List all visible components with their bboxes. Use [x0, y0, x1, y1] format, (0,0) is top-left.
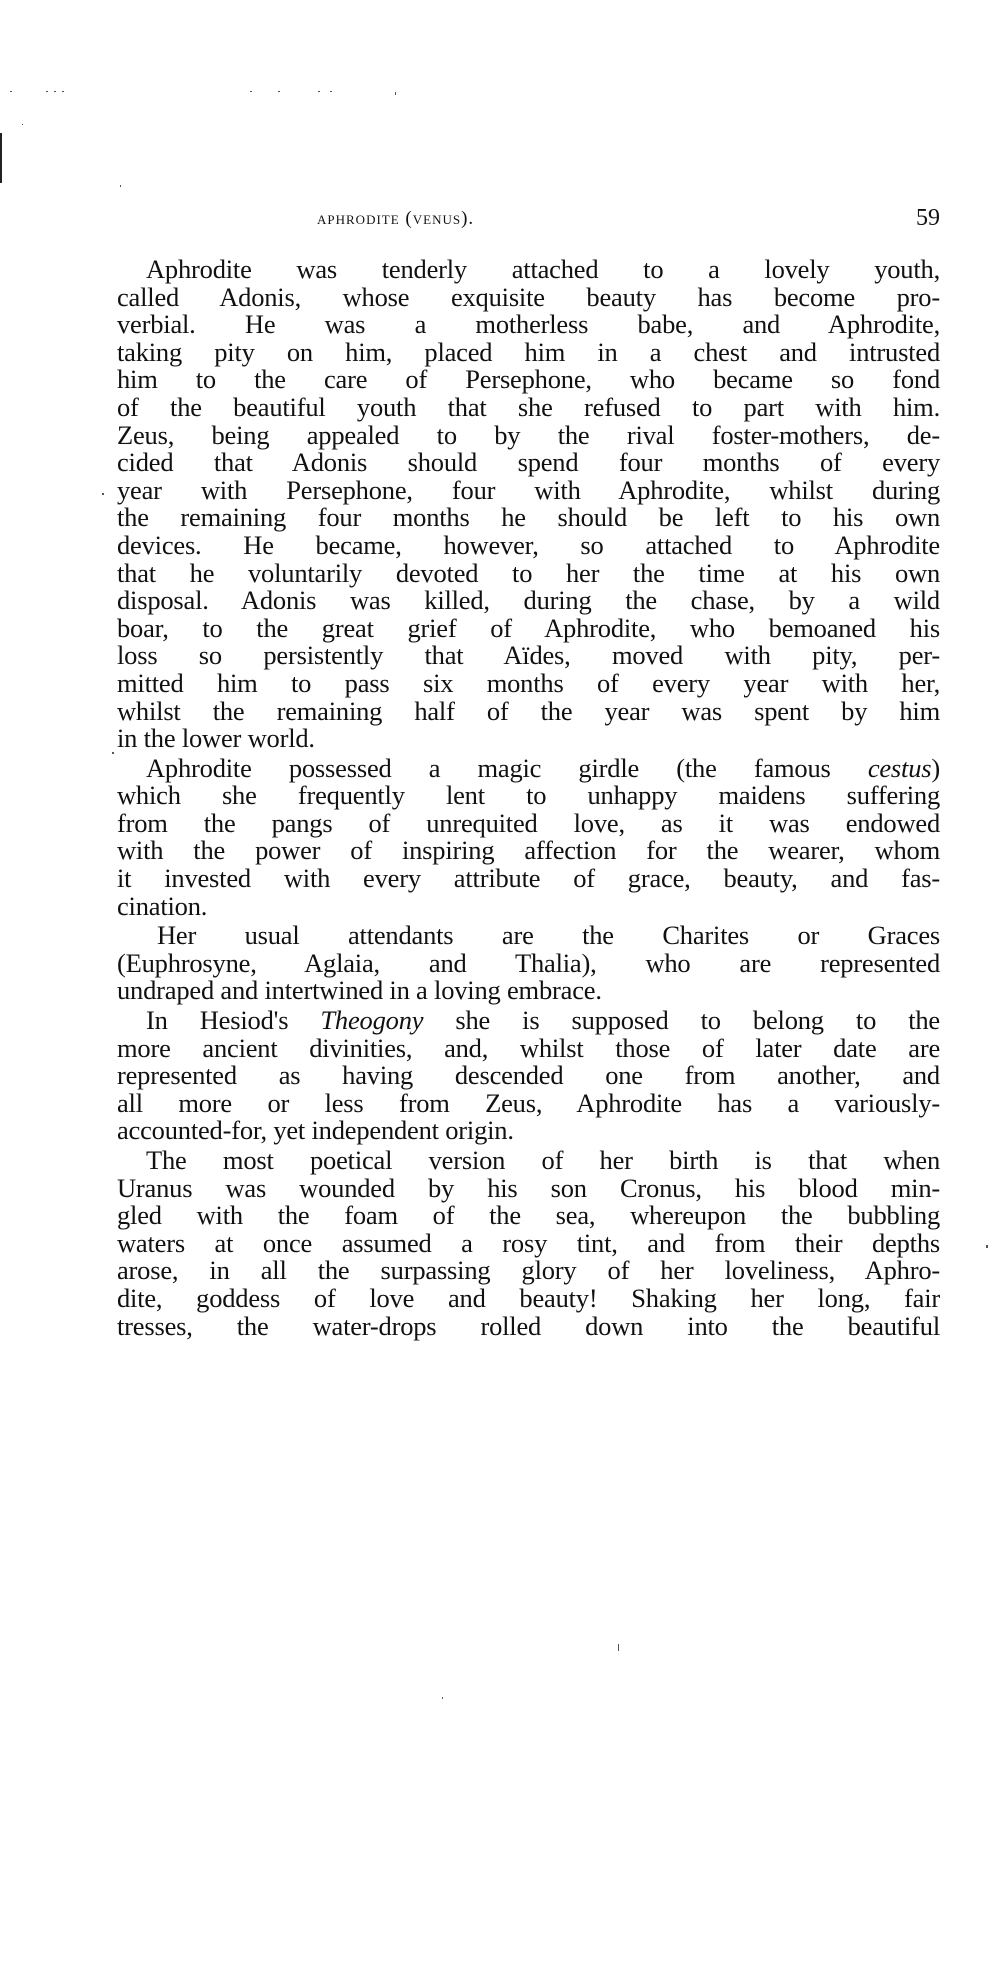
italic-term-theogony: Theogony — [320, 1005, 424, 1036]
text-line: dite, goddess of love and beauty! Shaking her long, fair — [117, 1282, 940, 1313]
scan-speck — [10, 91, 12, 92]
paragraph-cestus — [117, 752, 940, 921]
text-line: whilst the remaining half of the year was spent by him — [117, 695, 940, 726]
paragraph-theogony — [117, 1007, 940, 1145]
text-line: Her usual attendants are the Charites or Graces — [157, 920, 940, 951]
scan-speck — [112, 752, 114, 754]
text-line: from the pangs of unrequited love, as it was endowed — [117, 807, 940, 838]
text-line — [117, 752, 940, 783]
text-segment: Aphrodite possessed a magic girdle (the famous — [146, 752, 868, 783]
paragraph-charites — [117, 922, 940, 1005]
text-line: mitted him to pass six months of every year with her, — [117, 667, 940, 698]
text-line: verbial. He was a motherless babe, and Aphrodite, — [117, 309, 940, 340]
text-line: more ancient divinities, and, whilst those of later date are — [117, 1032, 940, 1063]
text-line: devices. He became, however, so attached to Aphrodite — [117, 529, 940, 560]
text-line: that he voluntarily devoted to her the time at his own — [117, 557, 940, 588]
text-line — [117, 1007, 940, 1035]
scan-speck — [54, 91, 56, 92]
running-title: aphrodite (venus). — [317, 208, 475, 229]
body-text — [117, 256, 940, 1342]
scan-speck — [330, 91, 332, 92]
text-line: represented as having descended one from another, and — [117, 1060, 940, 1091]
text-line: Zeus, being appealed to by the rival foster-mothers, de- — [117, 419, 940, 450]
text-line: of the beautiful youth that she refused to part with him. — [117, 391, 940, 422]
text-line: boar, to the great grief of Aphrodite, who bemoaned his — [117, 612, 940, 643]
text-line: undraped and intertwined in a loving embrace. — [117, 975, 602, 1006]
running-head — [117, 205, 940, 238]
text-line: disposal. Adonis was killed, during the chase, by a wild — [117, 585, 940, 616]
scan-speck — [46, 91, 48, 92]
scan-edge-line — [0, 133, 2, 183]
text-segment: ) — [931, 752, 940, 783]
scan-speck — [22, 124, 23, 125]
text-line: gled with the foam of the sea, whereupon the bubbling — [117, 1200, 940, 1231]
text-line: cination. — [117, 890, 208, 921]
page-number: 59 — [916, 205, 940, 231]
text-line: Aphrodite was tenderly attached to a lovely youth, — [146, 254, 940, 284]
text-line: tresses, the water-drops rolled down into the beautiful — [117, 1310, 940, 1341]
text-line: which she frequently lent to unhappy maidens suffering — [117, 780, 940, 811]
paragraph-birth — [117, 1147, 940, 1340]
text-line: (Euphrosyne, Aglaia, and Thalia), who are represented — [117, 947, 940, 978]
scan-speck — [618, 1644, 619, 1651]
text-line: it invested with every attribute of grace, beauty, and fas- — [117, 863, 940, 894]
scan-speck — [395, 92, 396, 95]
text-segment: she is supposed to belong to the — [423, 1005, 940, 1036]
text-line: The most poetical version of her birth is that when — [146, 1145, 940, 1175]
text-line: taking pity on him, placed him in a chest and intrusted — [117, 336, 940, 367]
text-line: him to the care of Persephone, who became so fond — [117, 364, 940, 395]
scan-speck — [318, 91, 320, 92]
scan-speck — [102, 493, 104, 495]
text-line: year with Persephone, four with Aphrodite, whilst during — [117, 474, 940, 505]
scan-speck — [62, 91, 64, 92]
paragraph-adonis — [117, 256, 940, 753]
text-line: loss so persistently that Aïdes, moved with pity, per- — [117, 640, 940, 671]
text-line: in the lower world. — [117, 723, 315, 754]
text-line: cided that Adonis should spend four months of every — [117, 447, 940, 478]
text-segment: In Hesiod's — [146, 1005, 321, 1036]
scan-speck — [120, 185, 121, 187]
text-line: accounted-for, yet independent origin. — [117, 1115, 514, 1146]
italic-term-cestus: cestus — [867, 752, 932, 783]
scan-speck — [250, 91, 252, 92]
text-line: Uranus was wounded by his son Cronus, his blood min- — [117, 1172, 940, 1203]
text-line: the remaining four months he should be left to his own — [117, 502, 940, 533]
text-line: all more or less from Zeus, Aphrodite has a variously- — [117, 1087, 940, 1118]
scan-speck — [442, 1697, 443, 1699]
text-line: with the power of inspiring affection for the wearer, whom — [117, 835, 940, 866]
scan-speck — [986, 1245, 988, 1248]
text-line: waters at once assumed a rosy tint, and from their depths — [117, 1227, 940, 1258]
text-line: arose, in all the surpassing glory of her loveliness, Aphro- — [117, 1255, 940, 1286]
text-line: called Adonis, whose exquisite beauty has become pro- — [117, 281, 940, 312]
scan-speck — [278, 91, 280, 92]
